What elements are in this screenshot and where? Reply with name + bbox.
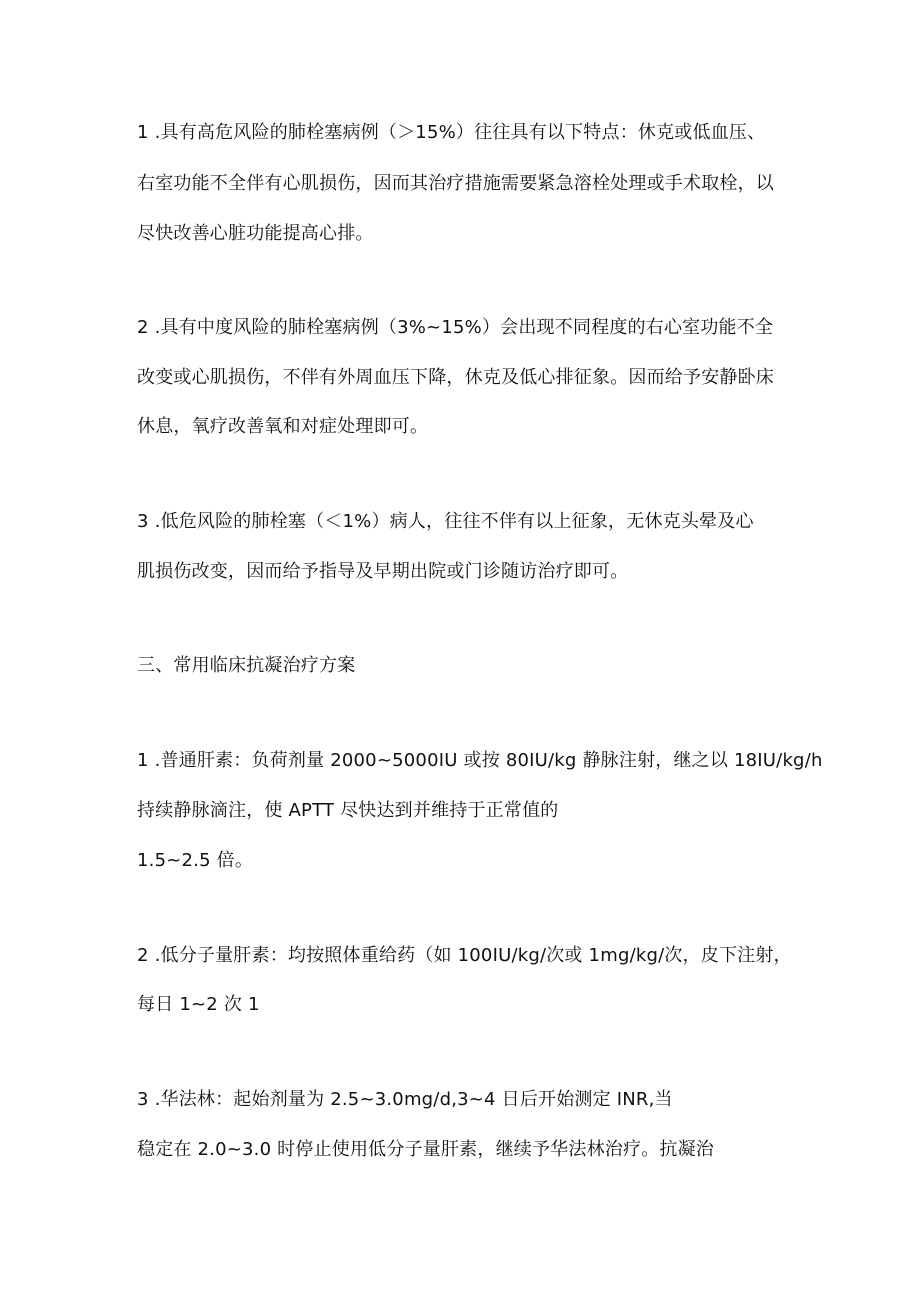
- paragraph-2-line-2: 改变或心肌损伤，不伴有外周血压下降，休克及低心排征象。因而给予安静卧床: [137, 367, 774, 388]
- paragraph-1-line-2: 右室功能不全伴有心肌损伤，因而其治疗措施需要紧急溶栓处理或手术取栓，以: [137, 173, 774, 194]
- paragraph-4-line-1: 1 .普通肝素：负荷剂量 2000~5000IU 或按 80IU/kg 静脉注射，继之以 18IU/kg/h: [137, 750, 823, 771]
- paragraph-1-line-1: 1 .具有高危风险的肺栓塞病例（＞15%）往往具有以下特点：休克或低血压、: [137, 122, 766, 143]
- paragraph-4-line-2: 持续静脉滴注，使 APTT 尽快达到并维持于正常值的: [137, 800, 559, 821]
- paragraph-5-line-2: 每日 1~2 次 1: [137, 994, 260, 1015]
- paragraph-6-line-1: 3 .华法林：起始剂量为 2.5~3.0mg/d,3~4 日后开始测定 INR,当: [137, 1089, 673, 1110]
- paragraph-4-line-3: 1.5~2.5 倍。: [137, 850, 254, 871]
- paragraph-1-line-3: 尽快改善心脏功能提高心排。: [137, 223, 374, 244]
- paragraph-3-line-2: 肌损伤改变，因而给予指导及早期出院或门诊随访治疗即可。: [137, 561, 629, 582]
- paragraph-5-line-1: 2 .低分子量肝素：均按照体重给药（如 100IU/kg/次或 1mg/kg/次，皮下注射，: [137, 945, 792, 966]
- paragraph-2-line-3: 休息，氧疗改善氧和对症处理即可。: [137, 416, 429, 437]
- paragraph-6-line-2: 稳定在 2.0~3.0 时停止使用低分子量肝素，继续予华法林治疗。抗凝治: [137, 1139, 714, 1160]
- section-heading: 三、常用临床抗凝治疗方案: [137, 655, 356, 676]
- paragraph-2-line-1: 2 .具有中度风险的肺栓塞病例（3%~15%）会出现不同程度的右心室功能不全: [137, 317, 774, 338]
- paragraph-3-line-1: 3 .低危风险的肺栓塞（＜1%）病人，往往不伴有以上征象，无休克头晕及心: [137, 511, 754, 532]
